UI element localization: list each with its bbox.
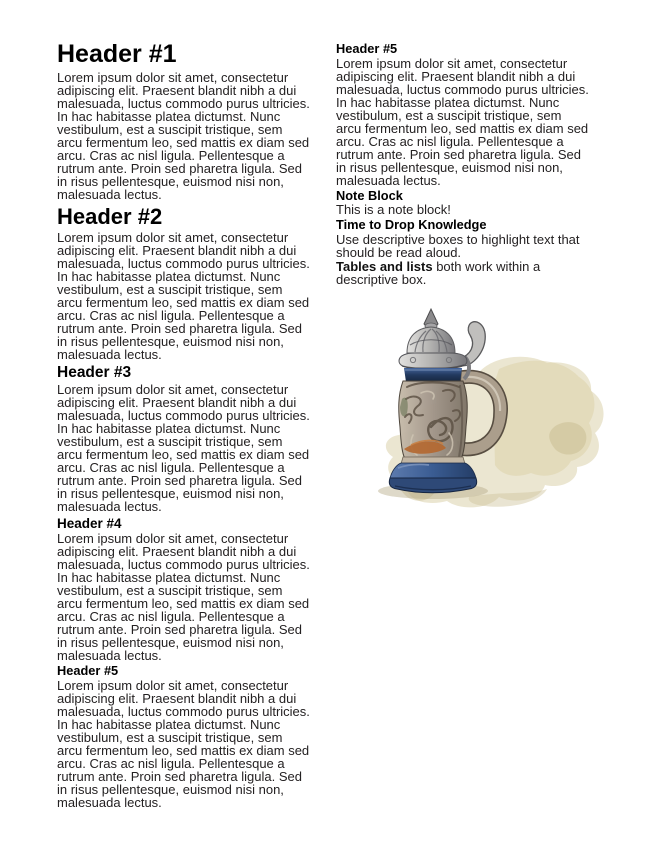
left-column	[57, 40, 310, 844]
beer-stein-illustration	[349, 307, 607, 521]
heading-h4: Header #4	[57, 516, 122, 531]
section-paragraph: Lorem ipsum dolor sit amet, consectetur adipiscing elit. Praesent blandit nibh a dui malesuada, luctus commodo purus ultricies. In hac habitasse platea dictumst. Nunc vestibulum, est a suscipit tristique, sem arcu fermentum leo, sed mattis ex diam sed arcu. Cras ac nisl ligula. Pellentesque a rutrum ante. Proin sed pharetra ligula. Sed in risus pellentesque, euismod nisi non, malesuada lectus.	[57, 677, 310, 810]
note-block-text: This is a note block!	[336, 202, 451, 217]
section-paragraph: Lorem ipsum dolor sit amet, consectetur adipiscing elit. Praesent blandit nibh a dui malesuada, luctus commodo purus ultricies. In hac habitasse platea dictumst. Nunc vestibulum, est a suscipit tristique, sem arcu fermentum leo, sed mattis ex diam sed arcu. Cras ac nisl ligula. Pellentesque a rutrum ante. Proin sed pharetra ligula. Sed in risus pellentesque, euismod nisi non, malesuada lectus.	[336, 55, 589, 188]
section-paragraph: Lorem ipsum dolor sit amet, consectetur adipiscing elit. Praesent blandit nibh a dui malesuada, luctus commodo purus ultricies. In hac habitasse platea dictumst. Nunc vestibulum, est a suscipit tristique, sem arcu fermentum leo, sed mattis ex diam sed arcu. Cras ac nisl ligula. Pellentesque a rutrum ante. Proin sed pharetra ligula. Sed in risus pellentesque, euismod nisi non, malesuada lectus.	[57, 531, 310, 663]
stein-base	[389, 457, 476, 493]
knowledge-block	[336, 218, 589, 286]
section-paragraph: Lorem ipsum dolor sit amet, consectetur adipiscing elit. Praesent blandit nibh a dui malesuada, luctus commodo purus ultricies. In hac habitasse platea dictumst. Nunc vestibulum, est a suscipit tristique, sem arcu fermentum leo, sed mattis ex diam sed arcu. Cras ac nisl ligula. Pellentesque a rutrum ante. Proin sed pharetra ligula. Sed in risus pellentesque, euismod nisi non, malesuada lectus.	[57, 382, 310, 514]
heading-h5: Header #5	[57, 663, 119, 678]
heading-h2: Header #2	[57, 204, 163, 229]
note-block	[336, 189, 589, 217]
tables-and-lists-bold: Tables and lists	[336, 258, 433, 274]
stein-neck-band	[404, 368, 462, 382]
note-block-title: Note Block	[336, 187, 403, 203]
heading-h1: Header #1	[57, 40, 177, 68]
right-column	[336, 40, 589, 844]
knowledge-block-text: Use descriptive boxes to highlight text that should be read aloud.	[336, 231, 580, 260]
tables-and-lists-rest: both work within a descriptive box.	[336, 258, 541, 287]
right-column-sections	[336, 42, 589, 187]
section-paragraph: Lorem ipsum dolor sit amet, consectetur adipiscing elit. Praesent blandit nibh a dui malesuada, luctus commodo purus ultricies. In hac habitasse platea dictumst. Nunc vestibulum, est a suscipit tristique, sem arcu fermentum leo, sed mattis ex diam sed arcu. Cras ac nisl ligula. Pellentesque a rutrum ante. Proin sed pharetra ligula. Sed in risus pellentesque, euismod nisi non, malesuada lectus.	[57, 230, 310, 362]
stein-body	[399, 381, 467, 459]
lid-rim	[399, 353, 467, 368]
heading-h3: Header #3	[57, 364, 132, 381]
heading-h5: Header #5	[336, 41, 398, 56]
knowledge-block-tables-note	[336, 260, 589, 286]
knowledge-block-title: Time to Drop Knowledge	[336, 217, 487, 232]
section-paragraph: Lorem ipsum dolor sit amet, consectetur adipiscing elit. Praesent blandit nibh a dui malesuada, luctus commodo purus ultricies. In hac habitasse platea dictumst. Nunc vestibulum, est a suscipit tristique, sem arcu fermentum leo, sed mattis ex diam sed arcu. Cras ac nisl ligula. Pellentesque a rutrum ante. Proin sed pharetra ligula. Sed in risus pellentesque, euismod nisi non, malesuada lectus.	[57, 70, 310, 202]
stein-lid	[399, 309, 467, 369]
beer-stein-figure	[349, 307, 607, 521]
